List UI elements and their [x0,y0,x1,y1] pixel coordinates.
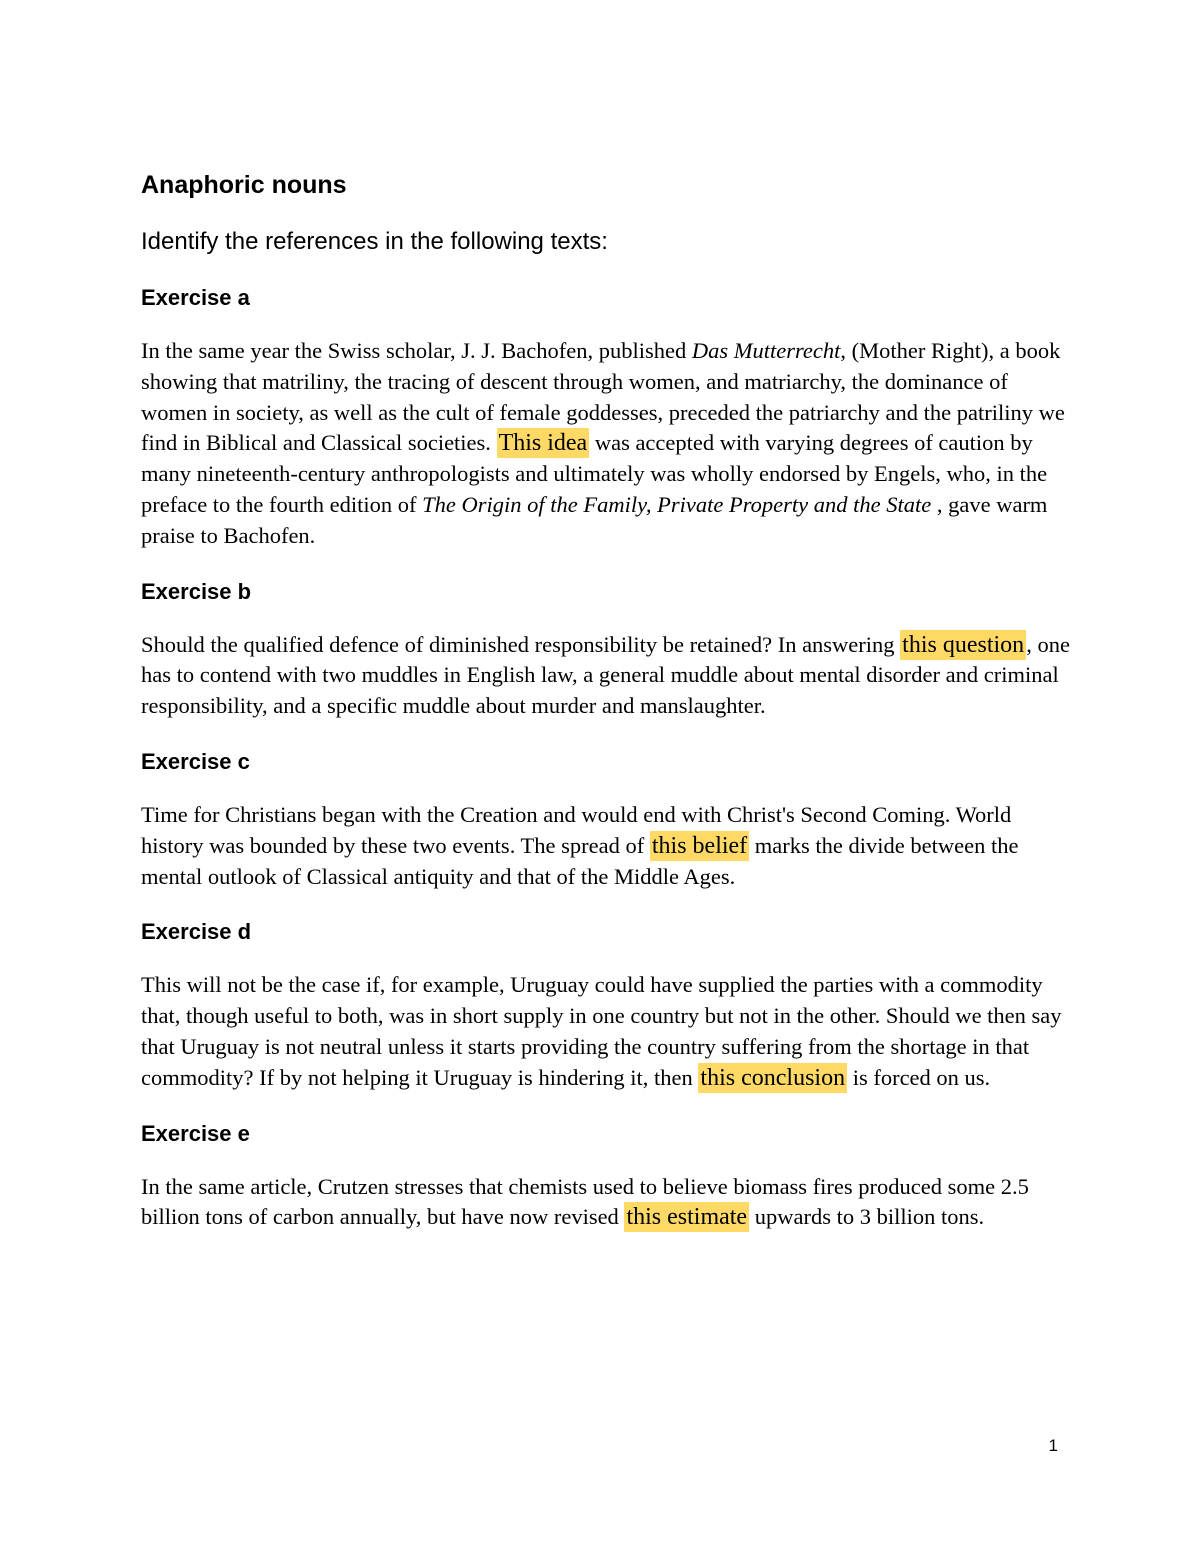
instruction-text: Identify the references in the following texts: [141,228,608,255]
exercise-b-heading: Exercise b [141,578,252,604]
exercise-e-text [141,1172,1071,1234]
exercise-e-heading: Exercise e [141,1120,250,1146]
exercise-a-highlight: This idea [498,430,588,457]
exercise-d-text-part1: This will not be the case if, for example, Uruguay could have supplied the parties with a commodity that, though useful to both, was in short supply in one country but not in the other. Should we then say that Uruguay is not neutral unless it starts providing the country suffering from the shortage in that commodity? If by not helping it Uruguay is hindering it, then [141,972,1062,1090]
exercise-d-text-part2: is forced on us. [847,1064,991,1090]
page-content [141,168,1071,1233]
exercise-b-text-part1: Should the qualified defence of diminished responsibility be retained? In answering [141,631,901,657]
exercise-c-heading: Exercise c [141,748,250,774]
exercise-a-text-part1: In the same year the Swiss scholar, J. J. Bachofen, published [141,338,692,363]
exercise-d-text [141,970,1071,1093]
exercise-c-text [141,800,1071,892]
exercise-e-text-part1: In the same article, Crutzen stresses that chemists used to believe biomass fires produced some 2.5 billion tons of carbon annually, but have now revised [141,1173,1029,1230]
exercise-a-text [141,336,1071,552]
exercise-a-book-title-2: The Origin of the Family, Private Property and the State [422,491,932,517]
exercise-d-heading: Exercise d [141,919,252,945]
exercise-e-text-part2: upwards to 3 billion tons. [749,1204,985,1230]
exercise-a-book-title-1: Das Mutterrecht [691,338,841,363]
page-number: 1 [1048,1436,1058,1455]
exercise-d-highlight: this conclusion [700,1064,846,1091]
exercise-c-text-part2: marks the divide between the mental outlook of Classical antiquity and that of the Middle Ages. [141,832,1019,889]
exercise-a-text-part3: was accepted with varying degrees of caution by many nineteenth-century anthropologists and ultimately was wholly endorsed by Engels, who, in the preface to the fourth edition of [141,430,1048,517]
exercise-b-text-part2: , one has to contend with two muddles in English law, a general muddle about mental disorder and criminal responsibility, and a specific muddle about murder and manslaughter. [141,631,1070,719]
exercise-c-text-part1: Time for Christians began with the Creation and would end with Christ's Second Coming. World history was bounded by these two events. The spread of [141,801,1012,858]
exercise-e-highlight: this estimate [626,1204,748,1231]
exercise-a-heading: Exercise a [141,285,250,310]
page-title: Anaphoric nouns [141,171,347,199]
exercise-a-text-part2: , (Mother Right), a book showing that matriliny, the tracing of descent through women, and matriarchy, the dominance of women in society, as well as the cult of female goddesses, preceded the patriarchy and the patriliny we find in Biblical and Classical societies. [141,338,1065,456]
exercise-a-text-part4: , gave warm praise to Bachofen. [141,491,1048,548]
exercise-c-highlight: this belief [651,832,748,859]
exercise-b-highlight: this question [902,631,1025,658]
exercise-b-text [141,630,1071,722]
